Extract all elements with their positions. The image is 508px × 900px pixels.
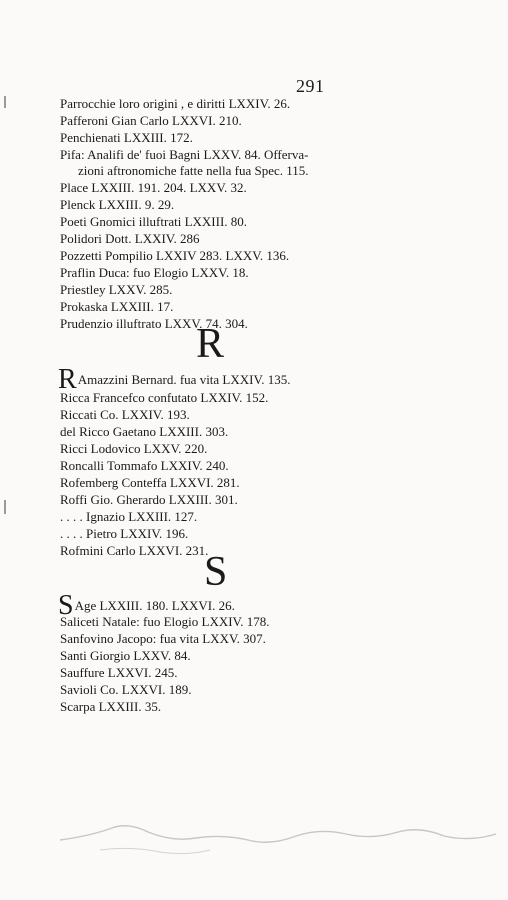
- index-entry: Prokaska LXXIII. 17.: [60, 299, 174, 314]
- index-entry: Roncalli Tommafo LXXIV. 240.: [60, 458, 229, 473]
- index-entry: Ricca Francefco confutato LXXIV. 152.: [60, 390, 269, 405]
- drop-initial: S: [58, 590, 74, 621]
- index-entry: Rofmini Carlo LXXVI. 231.: [60, 543, 209, 558]
- index-entry: Scarpa LXXIII. 35.: [60, 699, 162, 714]
- index-entry: Prudenzio illuftrato LXXV. 74. 304.: [60, 316, 248, 331]
- index-entry: Pafferoni Gian Carlo LXXVI. 210.: [60, 113, 242, 128]
- index-entry: Sauffure LXXVI. 245.: [60, 665, 178, 680]
- index-entry: Rofemberg Conteffa LXXVI. 281.: [60, 475, 240, 490]
- index-entry: Polidori Dott. LXXIV. 286: [60, 231, 200, 246]
- index-entry: Poeti Gnomici illuftrati LXXIII. 80.: [60, 214, 248, 229]
- index-entry: Roffi Gio. Gherardo LXXIII. 301.: [60, 492, 238, 507]
- index-entry: Sanfovino Jacopo: fua vita LXXV. 307.: [60, 631, 266, 646]
- index-entry-continuation: zioni aftronomiche fatte nella fua Spec. 115.: [78, 163, 309, 178]
- index-entry: . . . . Ignazio LXXIII. 127.: [60, 509, 198, 524]
- section-heading-s: S: [204, 549, 228, 595]
- index-entry: Savioli Co. LXXVI. 189.: [60, 682, 192, 697]
- page-number: 291: [296, 76, 325, 96]
- index-entry: Place LXXIII. 191. 204. LXXV. 32.: [60, 180, 247, 195]
- index-entry: Santi Giorgio LXXV. 84.: [60, 648, 191, 663]
- index-entry: Praflin Duca: fuo Elogio LXXV. 18.: [60, 265, 249, 280]
- drop-initial: R: [58, 364, 77, 395]
- index-entry: . . . . Pietro LXXIV. 196.: [60, 526, 189, 541]
- entry-text: Age LXXIII. 180. LXXVI. 26.: [74, 598, 235, 613]
- index-entry: Parrocchie loro origini , e diritti LXXIV. 26.: [60, 96, 291, 111]
- index-entry: Pozzetti Pompilio LXXIV 283. LXXV. 136.: [60, 248, 290, 263]
- entry-text: Amazzini Bernard. fua vita LXXIV. 135.: [77, 372, 291, 387]
- section-heading-r: R: [196, 321, 225, 367]
- index-entry: Pifa: Analifi de' fuoi Bagni LXXV. 84. Offerva-: [60, 147, 309, 162]
- index-entry: Saliceti Natale: fuo Elogio LXXIV. 178.: [60, 614, 270, 629]
- index-entry: Plenck LXXIII. 9. 29.: [60, 197, 175, 212]
- index-entry: Priestley LXXV. 285.: [60, 282, 173, 297]
- index-entry: Ricci Lodovico LXXV. 220.: [60, 441, 208, 456]
- index-entry: del Ricco Gaetano LXXIII. 303.: [60, 424, 229, 439]
- index-entry: Riccati Co. LXXIV. 193.: [60, 407, 190, 422]
- index-entry: Penchienati LXXIII. 172.: [60, 130, 193, 145]
